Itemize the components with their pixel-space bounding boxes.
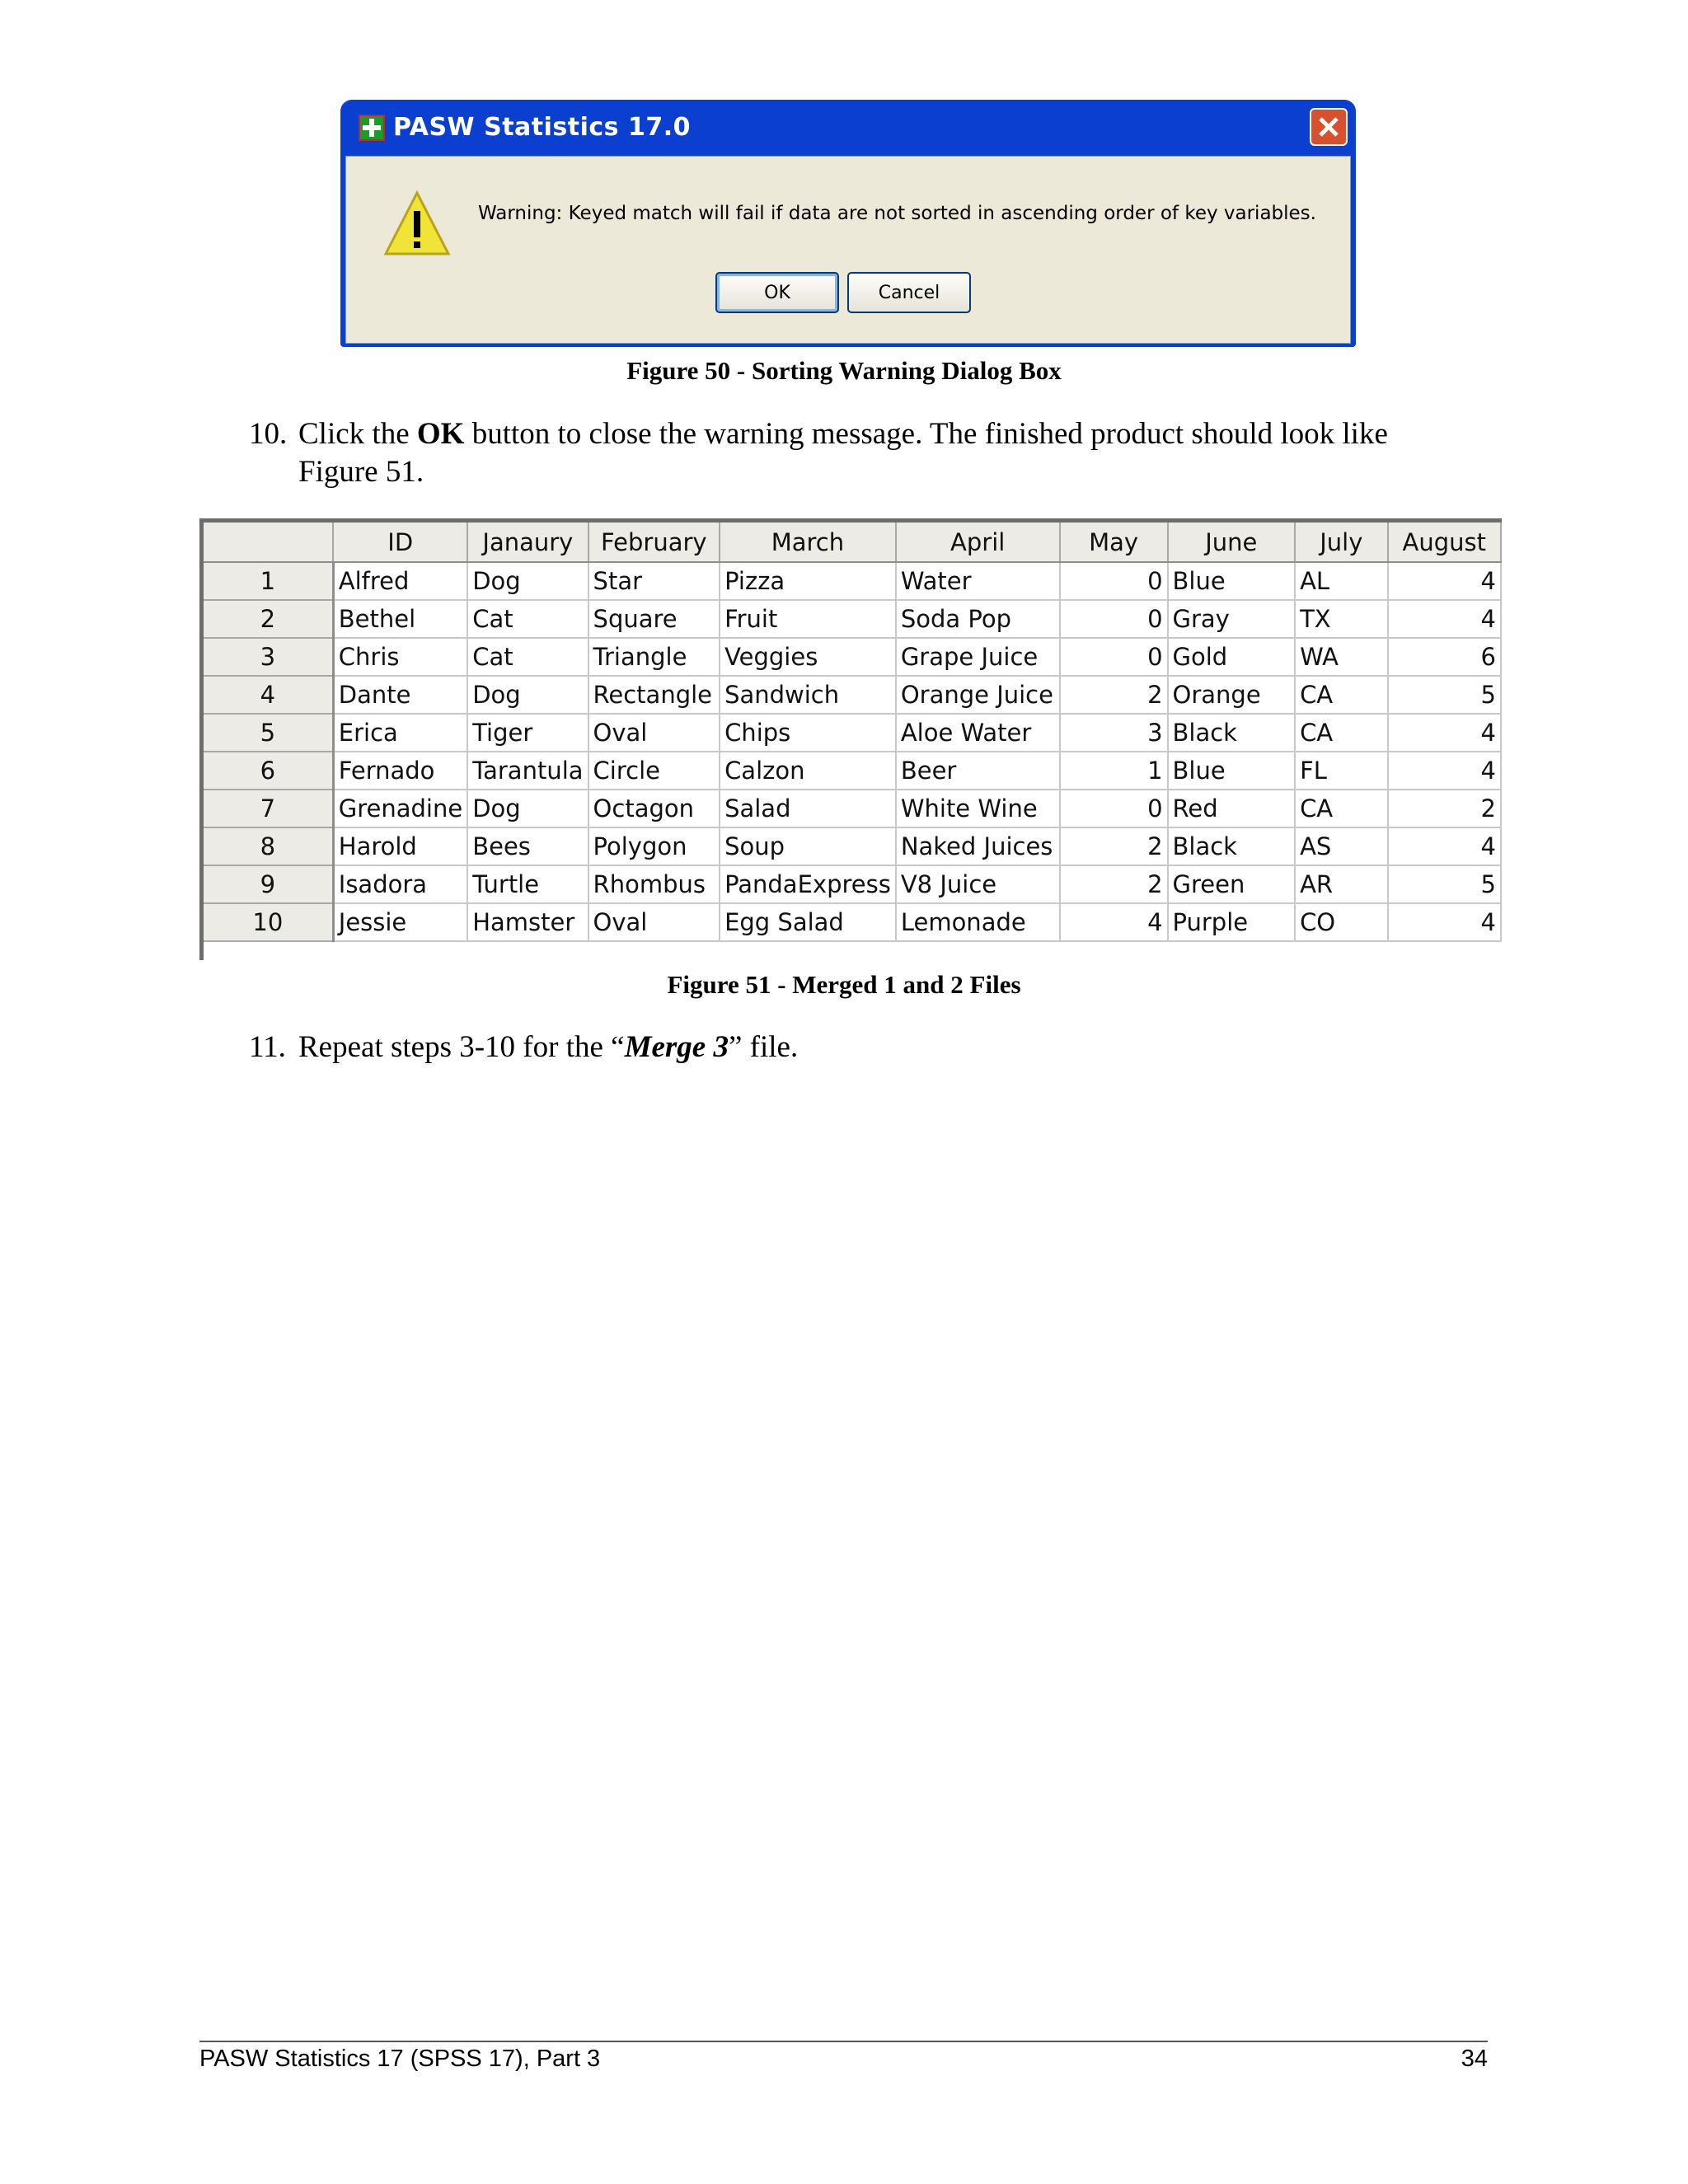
table-cell[interactable]: Dante — [333, 676, 467, 714]
table-cell[interactable]: Hamster — [467, 903, 588, 941]
table-cell[interactable]: Blue — [1168, 562, 1296, 600]
table-cell[interactable]: 4 — [1060, 903, 1168, 941]
table-cell[interactable]: Gold — [1168, 638, 1296, 676]
table-cell[interactable]: Blue — [1168, 752, 1296, 790]
step-11-number: 11. — [249, 1030, 286, 1064]
table-cell[interactable]: 0 — [1060, 638, 1168, 676]
step-10 — [249, 415, 1535, 489]
table-row — [204, 903, 1501, 941]
table-cell[interactable]: 4 — [1388, 714, 1501, 752]
table-cell[interactable]: Tiger — [467, 714, 588, 752]
table-cell[interactable]: 6 — [1388, 638, 1501, 676]
table-row — [204, 827, 1501, 865]
table-cell[interactable]: Beer — [896, 752, 1060, 790]
table-cell[interactable]: Cat — [467, 600, 588, 638]
table-cell[interactable]: Oval — [588, 714, 720, 752]
table-cell[interactable]: Aloe Water — [896, 714, 1060, 752]
ok-button[interactable]: OK — [715, 272, 839, 313]
table-cell[interactable]: Purple — [1168, 903, 1296, 941]
table-cell[interactable]: Triangle — [588, 638, 720, 676]
column-header[interactable]: August — [1388, 523, 1501, 562]
table-cell[interactable]: AL — [1295, 562, 1388, 600]
table-cell[interactable]: Jessie — [333, 903, 467, 941]
table-cell[interactable]: Dog — [467, 790, 588, 827]
table-cell[interactable]: Soup — [720, 827, 896, 865]
table-cell[interactable]: Egg Salad — [720, 903, 896, 941]
row-number[interactable]: 10 — [204, 903, 333, 941]
table-cell[interactable]: Black — [1168, 714, 1296, 752]
table-cell[interactable]: Isadora — [333, 865, 467, 903]
table-row — [204, 790, 1501, 827]
step-11-text-after: ” file. — [728, 1030, 799, 1064]
header-row — [204, 523, 1501, 562]
table-cell[interactable]: Water — [896, 562, 1060, 600]
row-number[interactable]: 1 — [204, 562, 333, 600]
step-10-text — [298, 415, 1388, 453]
table-cell[interactable]: CA — [1295, 676, 1388, 714]
row-number[interactable]: 2 — [204, 600, 333, 638]
table-cell[interactable]: Red — [1168, 790, 1296, 827]
dialog-body — [345, 156, 1351, 344]
row-number[interactable]: 3 — [204, 638, 333, 676]
table-cell[interactable]: 5 — [1388, 865, 1501, 903]
table-cell[interactable]: Sandwich — [720, 676, 896, 714]
table-cell[interactable]: Fruit — [720, 600, 896, 638]
table-cell[interactable]: Pizza — [720, 562, 896, 600]
step-10-text-before: Click the — [298, 417, 417, 451]
footer-divider — [199, 2041, 1488, 2042]
table-cell[interactable]: Chips — [720, 714, 896, 752]
table-cell[interactable]: 4 — [1388, 903, 1501, 941]
table-cell[interactable]: Grape Juice — [896, 638, 1060, 676]
table-row — [204, 865, 1501, 903]
table-cell[interactable]: Oval — [588, 903, 720, 941]
row-number[interactable]: 9 — [204, 865, 333, 903]
table-cell[interactable]: AS — [1295, 827, 1388, 865]
table-cell[interactable]: 0 — [1060, 790, 1168, 827]
table-cell[interactable]: TX — [1295, 600, 1388, 638]
column-header[interactable]: March — [720, 523, 896, 562]
column-header[interactable]: July — [1295, 523, 1388, 562]
table-cell[interactable]: Orange — [1168, 676, 1296, 714]
table-cell[interactable]: 0 — [1060, 562, 1168, 600]
table-cell[interactable]: 0 — [1060, 600, 1168, 638]
table-cell[interactable]: V8 Juice — [896, 865, 1060, 903]
pasw-app-icon — [359, 115, 385, 141]
table-cell[interactable]: CO — [1295, 903, 1388, 941]
figure-51-caption: Figure 51 - Merged 1 and 2 Files — [667, 970, 1021, 999]
figure-50-caption: Figure 50 - Sorting Warning Dialog Box — [626, 356, 1062, 385]
table-cell[interactable]: FL — [1295, 752, 1388, 790]
table-row — [204, 714, 1501, 752]
table-cell[interactable]: 4 — [1388, 752, 1501, 790]
table-cell[interactable]: Octagon — [588, 790, 720, 827]
column-header[interactable]: May — [1060, 523, 1168, 562]
table-cell[interactable]: Cat — [467, 638, 588, 676]
table-cell[interactable]: Green — [1168, 865, 1296, 903]
table-cell[interactable]: Soda Pop — [896, 600, 1060, 638]
close-icon — [1311, 110, 1346, 144]
step-11-bold-italic: Merge 3 — [624, 1030, 729, 1064]
table-cell[interactable]: AR — [1295, 865, 1388, 903]
step-10-number: 10. — [249, 417, 288, 451]
column-header[interactable]: February — [588, 523, 720, 562]
step-11 — [249, 1029, 1535, 1066]
table-cell[interactable]: Bees — [467, 827, 588, 865]
table-cell[interactable]: Turtle — [467, 865, 588, 903]
table-cell[interactable]: Lemonade — [896, 903, 1060, 941]
close-button[interactable] — [1310, 108, 1348, 146]
table-row — [204, 600, 1501, 638]
dialog-titlebar[interactable] — [345, 100, 1351, 156]
footer-title: PASW Statistics 17 (SPSS 17), Part 3 — [199, 2046, 601, 2072]
table-cell[interactable]: 4 — [1388, 562, 1501, 600]
table-cell[interactable]: Square — [588, 600, 720, 638]
table-cell[interactable]: Orange Juice — [896, 676, 1060, 714]
table-cell[interactable]: 2 — [1060, 865, 1168, 903]
warning-message: Warning: Keyed match will fail if data are not sorted in ascending order of key variables. — [478, 203, 1316, 224]
warning-icon — [382, 190, 452, 259]
row-number[interactable]: 4 — [204, 676, 333, 714]
table-row — [204, 676, 1501, 714]
row-number[interactable]: 6 — [204, 752, 333, 790]
table-cell[interactable]: Chris — [333, 638, 467, 676]
table-cell[interactable]: Tarantula — [467, 752, 588, 790]
warning-dialog — [340, 100, 1356, 347]
table-cell[interactable]: PandaExpress — [720, 865, 896, 903]
step-10-bold: OK — [416, 417, 465, 451]
table-cell[interactable]: 4 — [1388, 827, 1501, 865]
table-cell[interactable]: Bethel — [333, 600, 467, 638]
column-header[interactable]: June — [1168, 523, 1296, 562]
table-cell[interactable]: Alfred — [333, 562, 467, 600]
table-cell[interactable]: 4 — [1388, 600, 1501, 638]
step-11-text — [298, 1029, 798, 1066]
table-cell[interactable]: Erica — [333, 714, 467, 752]
corner-cell[interactable] — [204, 523, 333, 562]
column-header[interactable]: April — [896, 523, 1060, 562]
table-cell[interactable]: 2 — [1060, 827, 1168, 865]
table-cell[interactable]: Grenadine — [333, 790, 467, 827]
table-cell[interactable]: CA — [1295, 714, 1388, 752]
table-cell[interactable]: 2 — [1388, 790, 1501, 827]
table-cell[interactable]: Veggies — [720, 638, 896, 676]
table-cell[interactable]: Polygon — [588, 827, 720, 865]
table-row — [204, 752, 1501, 790]
step-10-line2: Figure 51. — [298, 455, 424, 489]
table-cell[interactable]: Gray — [1168, 600, 1296, 638]
table-cell[interactable]: Fernado — [333, 752, 467, 790]
table-cell[interactable]: White Wine — [896, 790, 1060, 827]
column-header[interactable]: Janaury — [467, 523, 588, 562]
table-cell[interactable]: Circle — [588, 752, 720, 790]
page-number: 34 — [1461, 2046, 1488, 2072]
table-cell[interactable]: 5 — [1388, 676, 1501, 714]
table-cell[interactable]: 1 — [1060, 752, 1168, 790]
table-cell[interactable]: Rhombus — [588, 865, 720, 903]
column-header[interactable]: ID — [333, 523, 467, 562]
row-number[interactable]: 5 — [204, 714, 333, 752]
step-11-text-before: Repeat steps 3-10 for the “ — [298, 1030, 625, 1064]
table-cell[interactable]: Dog — [467, 676, 588, 714]
dialog-title: PASW Statistics 17.0 — [393, 113, 691, 142]
table-cell[interactable]: Rectangle — [588, 676, 720, 714]
table-cell[interactable]: Dog — [467, 562, 588, 600]
table-row — [204, 638, 1501, 676]
table-cell[interactable]: CA — [1295, 790, 1388, 827]
table-row — [204, 562, 1501, 600]
table-cell[interactable]: Harold — [333, 827, 467, 865]
table-cell[interactable]: WA — [1295, 638, 1388, 676]
row-number[interactable]: 7 — [204, 790, 333, 827]
table-cell[interactable]: Salad — [720, 790, 896, 827]
table-cell[interactable]: 2 — [1060, 676, 1168, 714]
table-cell[interactable]: Black — [1168, 827, 1296, 865]
table-cell[interactable]: Star — [588, 562, 720, 600]
data-view-grid — [199, 518, 1502, 960]
step-10-text-after: button to close the warning message. The finished product should look like — [464, 417, 1388, 451]
cancel-button[interactable]: Cancel — [847, 272, 971, 313]
data-table — [204, 523, 1502, 942]
row-number[interactable]: 8 — [204, 827, 333, 865]
table-cell[interactable]: Calzon — [720, 752, 896, 790]
table-cell[interactable]: Naked Juices — [896, 827, 1060, 865]
table-cell[interactable]: 3 — [1060, 714, 1168, 752]
